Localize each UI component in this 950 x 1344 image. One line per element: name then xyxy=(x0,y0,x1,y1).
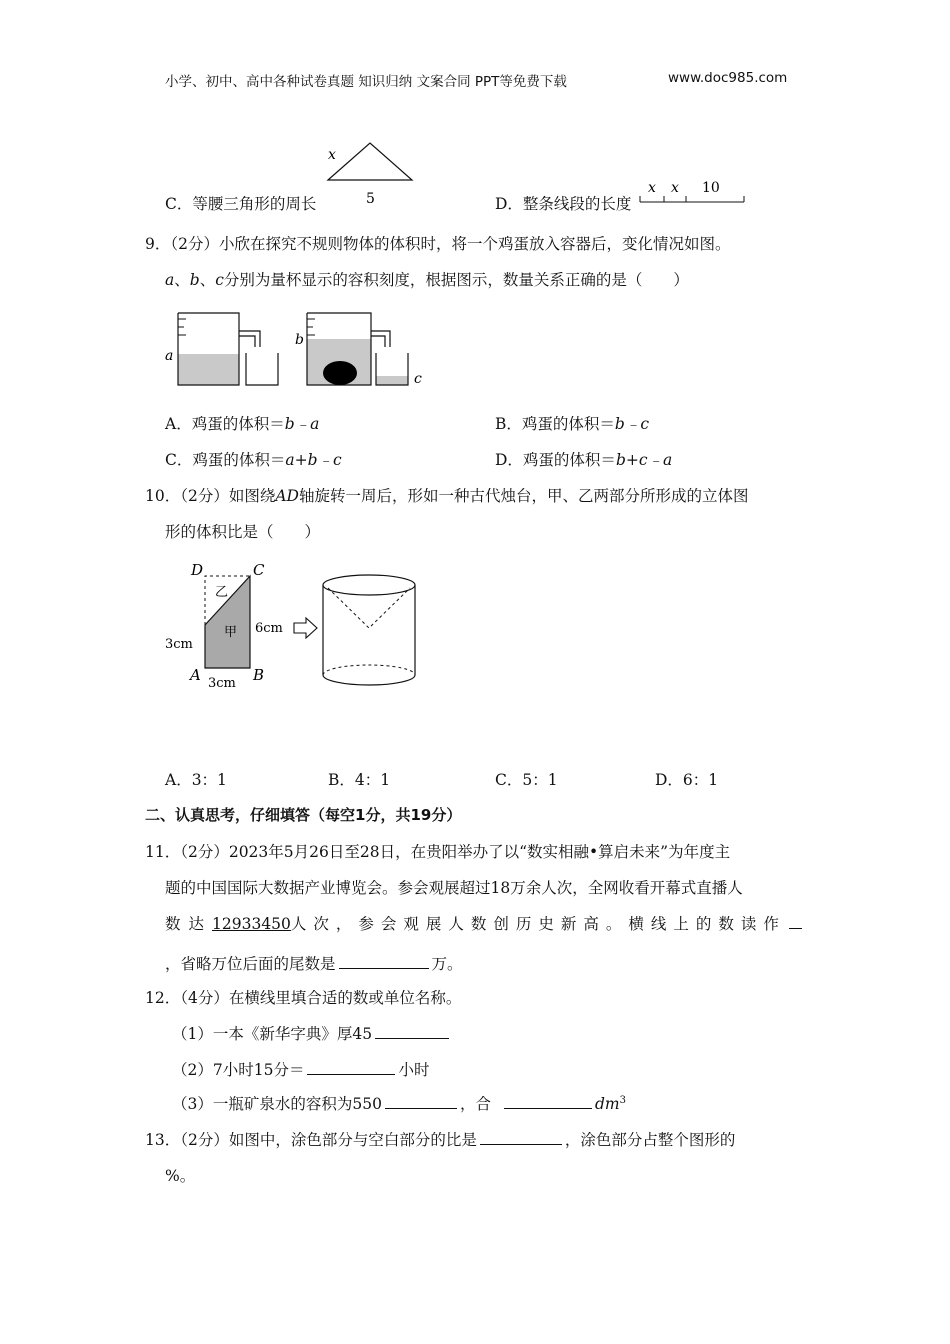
label-jia: 甲 xyxy=(224,625,238,640)
q9-option-c[interactable]: C．鸡蛋的体积＝a+b﹣c xyxy=(165,451,342,469)
label-C: C xyxy=(253,561,265,579)
label-6cm: 6cm xyxy=(255,621,283,636)
q10-stem-line2: 形的体积比是（ ） xyxy=(165,523,321,541)
q12-part1: （1）一本《新华字典》厚45 xyxy=(172,1022,452,1044)
triangle-label-base: 5 xyxy=(366,191,375,207)
q11-line1: 11．（2分）2023年5月26日至28日，在贵阳举办了以“数实相融•算启未来”为年度主 xyxy=(145,843,731,861)
q10-option-d[interactable]: D．6：1 xyxy=(655,771,719,789)
q10-option-a[interactable]: A．3：1 xyxy=(165,771,227,789)
q9-option-a[interactable]: A．鸡蛋的体积＝b﹣a xyxy=(165,415,320,433)
blank-approx[interactable] xyxy=(339,954,429,969)
header-url[interactable]: www.doc985.com xyxy=(668,70,788,86)
q13-line1: 13．（2分）如图中，涂色部分与空白部分的比是 ，涂色部分占整个图形的 xyxy=(145,1131,736,1149)
q12-part2: （2）7小时15分＝ 小时 xyxy=(172,1061,430,1079)
q9-option-b[interactable]: B．鸡蛋的体积＝b﹣c xyxy=(495,415,650,433)
segment-figure xyxy=(638,174,748,210)
section-title: 二、认真思考，仔细填答（每空1分，共19分） xyxy=(145,806,462,824)
blank-read-as[interactable] xyxy=(789,914,802,929)
q11-line4: ，省略万位后面的尾数是 万。 xyxy=(165,955,463,973)
segment-label-x1: x xyxy=(648,180,656,196)
q11-line3: 数达 12933450 人次，参会观展人数创历史新高。横线上的数读作 xyxy=(165,912,805,934)
blank-12-1[interactable] xyxy=(375,1024,449,1039)
triangle-shape xyxy=(328,143,412,180)
label-3cm-left: 3cm xyxy=(165,637,193,652)
segment-label-10: 10 xyxy=(702,180,720,196)
arrow-icon xyxy=(294,618,317,638)
q12-stem: 12．（4分）在横线里填合适的数或单位名称。 xyxy=(145,989,462,1007)
fig-label-c: c xyxy=(414,371,422,387)
q8-option-d[interactable]: D．整条线段的长度 xyxy=(495,195,632,213)
q11-line2: 题的中国国际大数据产业博览会。参会观展超过18万余人次，全网收看开幕式直播人 xyxy=(165,879,743,897)
q10-stem-line1: 10．（2分）如图绕AD轴旋转一周后，形如一种古代烛台，甲、乙两部分所形成的立体图 xyxy=(145,487,749,505)
q10-option-b[interactable]: B．4：1 xyxy=(328,771,391,789)
label-B: B xyxy=(253,666,265,684)
blank-12-3a[interactable] xyxy=(385,1094,457,1109)
label-A: A xyxy=(190,666,201,684)
q13-line2: %。 xyxy=(165,1167,196,1185)
q12-part3: （3）一瓶矿泉水的容积为550 ，合 $dm^3$ xyxy=(172,1094,626,1113)
q10-rotation-figure xyxy=(160,558,430,693)
label-D: D xyxy=(191,561,204,579)
triangle-label-x: x xyxy=(328,147,336,163)
blank-12-3b[interactable] xyxy=(504,1094,592,1109)
label-yi: 乙 xyxy=(215,585,229,600)
q8-option-c[interactable]: C．等腰三角形的周长 xyxy=(165,195,317,213)
q10-option-c[interactable]: C．5：1 xyxy=(495,771,558,789)
header-text: 小学、初中、高中各种试卷真题 知识归纳 文案合同 PPT等免费下载 xyxy=(165,74,567,90)
q9-stem-line1: 9．（2分）小欣在探究不规则物体的体积时，将一个鸡蛋放入容器后，变化情况如图。 xyxy=(145,235,731,253)
fig-label-a: a xyxy=(165,348,174,364)
segment-label-x2: x xyxy=(671,180,679,196)
egg-shape xyxy=(323,361,357,385)
q9-beaker-figure xyxy=(160,305,430,395)
blank-13-ratio[interactable] xyxy=(480,1130,562,1145)
fig-label-b: b xyxy=(295,332,304,348)
label-3cm-bottom: 3cm xyxy=(208,676,236,691)
number-underlined: 12933450 xyxy=(212,915,291,933)
q9-option-d[interactable]: D．鸡蛋的体积＝b+c﹣a xyxy=(495,451,673,469)
overflow-water xyxy=(376,376,408,385)
water-left xyxy=(178,354,239,385)
q9-stem-line2: a、b、c分别为量杯显示的容积刻度，根据图示，数量关系正确的是（ ） xyxy=(165,271,689,289)
isosceles-triangle-figure xyxy=(320,135,420,210)
blank-12-2[interactable] xyxy=(307,1060,395,1075)
